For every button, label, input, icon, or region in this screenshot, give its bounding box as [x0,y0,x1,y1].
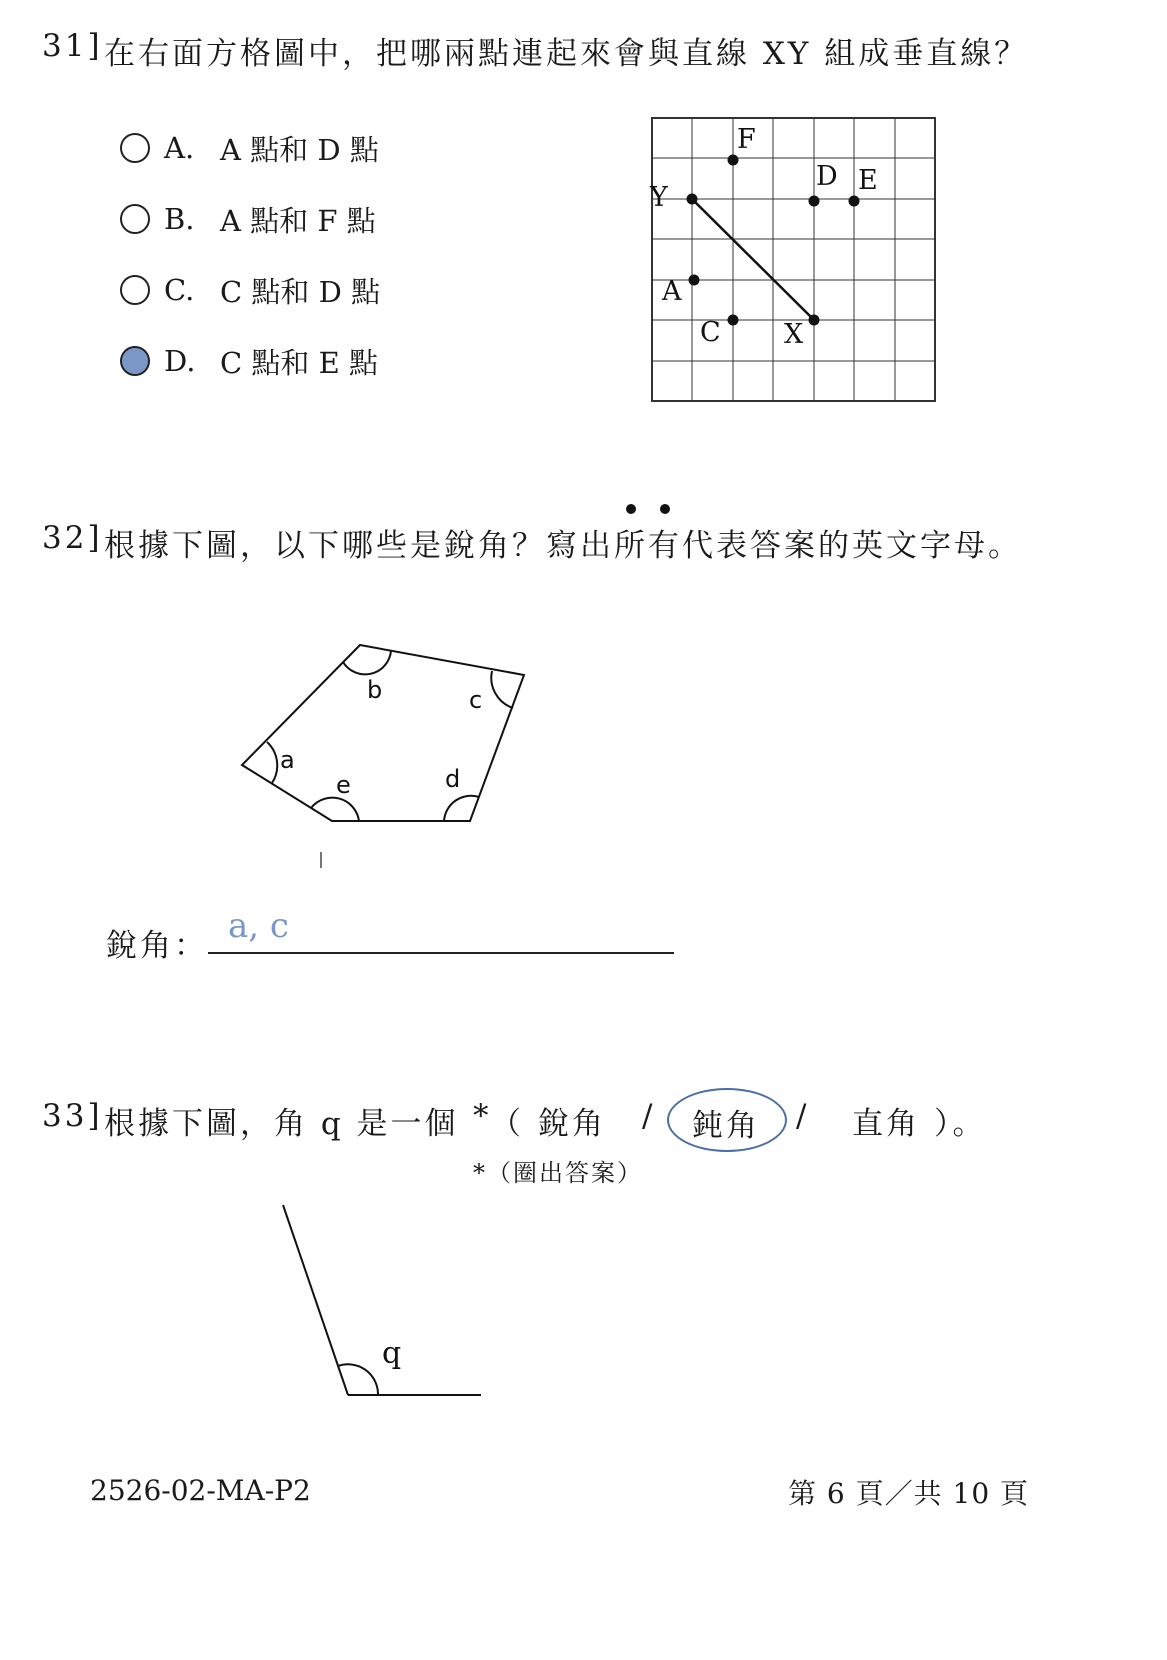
q31-number: 31] [42,28,103,64]
q32-answer-field[interactable] [208,906,674,954]
angle-label-c: c [469,686,483,714]
q33-paren-open: （ [490,1106,524,1142]
option-text: A 點和 D 點 [220,132,379,167]
label-a: A [662,276,682,307]
label-e: E [858,165,878,196]
point-f [728,155,739,166]
option-text: A 點和 F 點 [220,203,376,238]
option-letter: D. [164,344,196,378]
option-text: C 點和 E 點 [220,345,379,380]
label-d: D [816,161,838,192]
q33-star: * [473,1098,492,1134]
option-letter: B. [164,202,195,236]
label-c: C [700,317,721,348]
angle-arc-q [338,1364,378,1395]
q32-pentagon-figure [230,635,540,835]
angle-label-a: a [280,746,295,774]
angle-arc-a [267,742,277,783]
emphasis-dot [626,504,636,514]
point-x [809,315,820,326]
option-b-radio[interactable] [120,204,150,234]
label-f: F [737,124,756,155]
q33-paren-close: ）。 [934,1106,987,1142]
point-e [849,196,860,207]
angle-arc-e [311,798,359,821]
choice-right[interactable]: 直角 [852,1106,920,1142]
option-letter: A. [164,131,195,165]
angle-arc-c [491,671,513,708]
q31-option-d[interactable] [120,341,380,381]
option-c-radio[interactable] [120,275,150,305]
point-d [809,196,820,207]
separator: / [796,1098,810,1134]
footer-code: 2526-02-MA-P2 [90,1474,311,1507]
separator: / [642,1098,656,1134]
point-y [687,194,698,205]
q31-question-text: 在右面方格圖中，把哪兩點連起來會與直線 XY 組成垂直線？ [104,36,1029,72]
footer-page: 第 6 頁／共 10 頁 [788,1477,1030,1510]
stray-mark [320,852,322,868]
q33-question-text: 根據下圖，角 q 是一個 [104,1106,459,1142]
choice-acute[interactable]: 銳角 [538,1106,606,1142]
angle-label-e: e [336,771,351,799]
q33-note: *（圈出答案） [473,1159,643,1187]
q31-grid-figure [640,110,950,410]
angle-label-q: q [382,1336,402,1371]
q31-option-b[interactable] [120,199,380,239]
option-letter: C. [164,273,195,307]
q31-option-c[interactable] [120,270,380,310]
line-xy [692,199,814,320]
q33-angle-figure [270,1195,500,1405]
emphasis-dot [660,504,670,514]
option-d-radio-selected[interactable] [120,346,150,376]
angle-label-d: d [445,765,461,793]
q32-answer-value: a, c [228,906,289,946]
point-c [728,315,739,326]
point-a [689,275,700,286]
option-text: C 點和 D 點 [220,274,381,309]
q32-question-text: 根據下圖，以下哪些是銳角？寫出所有代表答案的英文字母。 [104,528,1022,564]
angle-label-b: b [367,676,383,704]
q31-option-a[interactable] [120,128,380,168]
q33-number: 33] [42,1098,103,1134]
q32-answer-label: 銳角： [106,928,208,964]
q31-options [120,128,380,381]
q32-number: 32] [42,520,103,556]
label-y: Y [650,182,668,213]
grid-lines [652,118,935,401]
label-x: X [784,319,804,350]
choice-obtuse[interactable]: 鈍角 [692,1108,760,1144]
pentagon [242,645,524,821]
option-a-radio[interactable] [120,133,150,163]
